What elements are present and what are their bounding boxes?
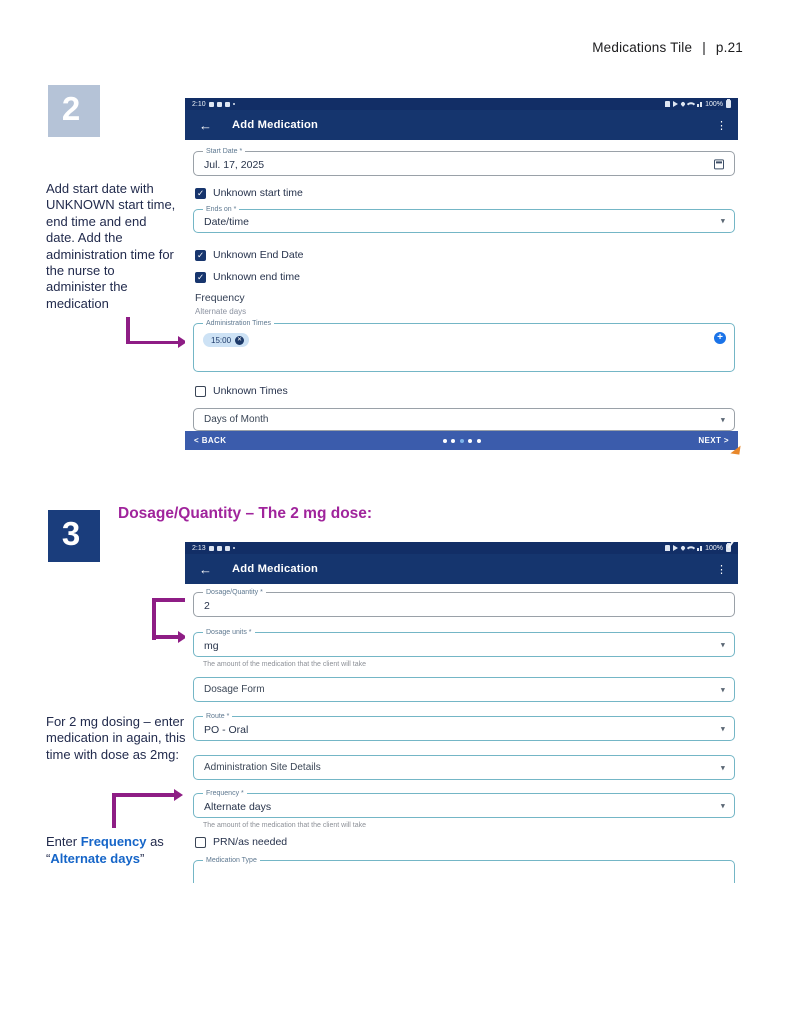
administration-times-field[interactable] xyxy=(193,320,735,372)
calendar-icon[interactable] xyxy=(714,159,724,169)
days-of-month-field[interactable] xyxy=(193,408,735,431)
frequency-helper: The amount of the medication that the client will take xyxy=(203,822,367,829)
dosage-form-field[interactable] xyxy=(193,677,735,702)
unknown-end-date-row[interactable] xyxy=(195,249,303,261)
route-field[interactable] xyxy=(193,713,735,741)
lock-icon xyxy=(665,545,670,551)
unknown-end-time-row[interactable] xyxy=(195,271,300,283)
back-button[interactable]: < BACK xyxy=(194,436,227,445)
page-header xyxy=(592,40,743,55)
step-3-frequency-note xyxy=(46,833,196,867)
dosage-quantity-value: 2 xyxy=(204,599,210,612)
note-emphasis: Frequency xyxy=(80,834,147,849)
administration-site-field[interactable] xyxy=(193,755,735,780)
chip-remove-icon[interactable] xyxy=(235,336,244,345)
step-dot xyxy=(451,439,455,443)
frequency-value: Alternate days xyxy=(204,800,272,813)
location-icon xyxy=(680,101,686,107)
dropdown-caret-icon[interactable] xyxy=(721,800,725,811)
checkbox-checked-icon[interactable] xyxy=(195,188,206,199)
app-bar-title: Add Medication xyxy=(232,119,319,131)
step-3-heading: Dosage/Quantity – The 2 mg dose: xyxy=(118,505,373,522)
page-header-separator: | xyxy=(702,40,706,55)
step-3-bracket-bottom xyxy=(152,635,180,639)
location-icon xyxy=(680,545,686,551)
step-3-number: 3 xyxy=(61,515,81,552)
dosage-units-value: mg xyxy=(204,639,219,652)
status-bar xyxy=(185,98,738,110)
overflow-menu-icon[interactable]: ⋮ xyxy=(716,563,727,576)
step-2-badge xyxy=(48,85,100,137)
unknown-times-label: Unknown Times xyxy=(213,385,288,397)
dropdown-caret-icon[interactable] xyxy=(721,639,725,650)
step-dot-active xyxy=(460,439,464,443)
step-2-number: 2 xyxy=(61,90,81,127)
ends-on-field[interactable] xyxy=(193,206,735,233)
page-number: p.21 xyxy=(715,40,743,55)
screenshot-add-medication-2 xyxy=(185,542,738,883)
step-dots xyxy=(443,439,481,443)
next-button[interactable]: NEXT > xyxy=(698,436,729,445)
medication-type-field[interactable] xyxy=(193,857,735,883)
unknown-start-time-label: Unknown start time xyxy=(213,187,303,199)
frequency-static-value: Alternate days xyxy=(195,307,247,316)
dropdown-caret-icon[interactable] xyxy=(721,723,725,734)
step-2-note: Add start date with UNKNOWN start time, end time and end date. Add the administration time for the nurse to administer the medication xyxy=(46,181,176,311)
ends-on-value: Date/time xyxy=(204,216,249,228)
unknown-end-date-label: Unknown End Date xyxy=(213,249,304,261)
dropdown-caret-icon[interactable] xyxy=(721,762,725,773)
step-3-note: For 2 mg dosing – enter medication in again, this time with dose as 2mg: xyxy=(46,714,186,762)
annotation-mark xyxy=(730,444,740,454)
notification-icon xyxy=(225,546,230,551)
step-2-arrow-horizontal xyxy=(126,341,180,345)
notification-icon xyxy=(209,102,214,107)
time-chip-value: 15:00 xyxy=(211,335,232,345)
app-bar-title: Add Medication xyxy=(232,563,319,575)
administration-times-label: Administration Times xyxy=(203,319,274,328)
dropdown-caret-icon[interactable] xyxy=(721,216,725,227)
frequency-arrow-horizontal xyxy=(112,793,176,797)
back-arrow-icon[interactable]: ← xyxy=(199,117,212,133)
start-date-field[interactable] xyxy=(193,148,735,176)
battery-icon xyxy=(726,100,731,108)
mute-icon xyxy=(673,545,678,551)
notification-icon xyxy=(217,546,222,551)
battery-percent: 100% xyxy=(705,100,723,108)
dosage-quantity-field[interactable] xyxy=(193,589,735,617)
frequency-arrow-vertical xyxy=(112,793,116,828)
checkbox-unchecked-icon[interactable] xyxy=(195,837,206,848)
note-text: as xyxy=(150,834,164,849)
frequency-field[interactable] xyxy=(193,790,735,818)
dosage-units-label: Dosage units * xyxy=(203,628,255,637)
start-date-value: Jul. 17, 2025 xyxy=(204,158,265,171)
time-chip[interactable] xyxy=(203,333,249,347)
medication-type-label: Medication Type xyxy=(203,856,260,865)
route-label: Route * xyxy=(203,712,232,721)
dropdown-caret-icon[interactable] xyxy=(721,684,725,695)
wifi-icon xyxy=(687,100,695,108)
checkbox-checked-icon[interactable] xyxy=(195,272,206,283)
checkbox-checked-icon[interactable] xyxy=(195,250,206,261)
lock-icon xyxy=(665,101,670,107)
frequency-label: Frequency * xyxy=(203,789,247,798)
app-bar xyxy=(185,110,738,140)
page-header-title: Medications Tile xyxy=(592,40,693,55)
signal-icon xyxy=(697,102,702,107)
overflow-menu-icon[interactable]: ⋮ xyxy=(716,119,727,132)
dosage-quantity-label: Dosage/Quantity * xyxy=(203,588,266,597)
notification-dot-icon xyxy=(233,103,235,105)
signal-icon xyxy=(697,546,702,551)
notification-dot-icon xyxy=(233,547,235,549)
step-dot xyxy=(443,439,447,443)
checkbox-unchecked-icon[interactable] xyxy=(195,386,206,397)
administration-site-value: Administration Site Details xyxy=(204,762,321,773)
notification-icon xyxy=(225,102,230,107)
dosage-units-field[interactable] xyxy=(193,629,735,657)
step-dot xyxy=(477,439,481,443)
note-text: “ xyxy=(46,851,51,866)
note-text: ” xyxy=(139,851,145,866)
back-arrow-icon[interactable]: ← xyxy=(199,561,212,577)
dropdown-caret-icon[interactable] xyxy=(721,414,725,425)
status-time: 2:10 xyxy=(192,100,206,108)
note-emphasis: Alternate days xyxy=(50,851,140,866)
days-of-month-value: Days of Month xyxy=(204,414,269,425)
status-bar xyxy=(185,542,738,554)
notification-icon xyxy=(217,102,222,107)
screenshot-add-medication-1 xyxy=(185,98,738,450)
battery-percent: 100% xyxy=(705,544,723,552)
dosage-units-helper: The amount of the medication that the client will take xyxy=(203,661,367,668)
wifi-icon xyxy=(687,544,695,552)
notification-icon xyxy=(209,546,214,551)
frequency-static-label: Frequency xyxy=(195,292,245,304)
note-text: Enter xyxy=(46,834,78,849)
prn-row[interactable] xyxy=(195,836,287,848)
unknown-end-time-label: Unknown end time xyxy=(213,271,300,283)
wizard-nav-bar xyxy=(185,431,738,450)
add-time-button[interactable] xyxy=(714,332,726,344)
app-bar xyxy=(185,554,738,584)
unknown-times-row[interactable] xyxy=(195,385,288,397)
start-date-label: Start Date * xyxy=(203,147,245,156)
step-dot xyxy=(468,439,472,443)
unknown-start-time-row[interactable] xyxy=(195,187,303,199)
frequency-arrowhead-icon xyxy=(174,789,183,801)
prn-label: PRN/as needed xyxy=(213,836,288,848)
step-3-badge xyxy=(48,510,100,562)
dosage-form-value: Dosage Form xyxy=(204,684,265,695)
mute-icon xyxy=(673,101,678,107)
ends-on-label: Ends on * xyxy=(203,205,239,214)
route-value: PO - Oral xyxy=(204,723,249,736)
step-3-bracket-vertical xyxy=(152,598,156,640)
status-time: 2:13 xyxy=(192,544,206,552)
